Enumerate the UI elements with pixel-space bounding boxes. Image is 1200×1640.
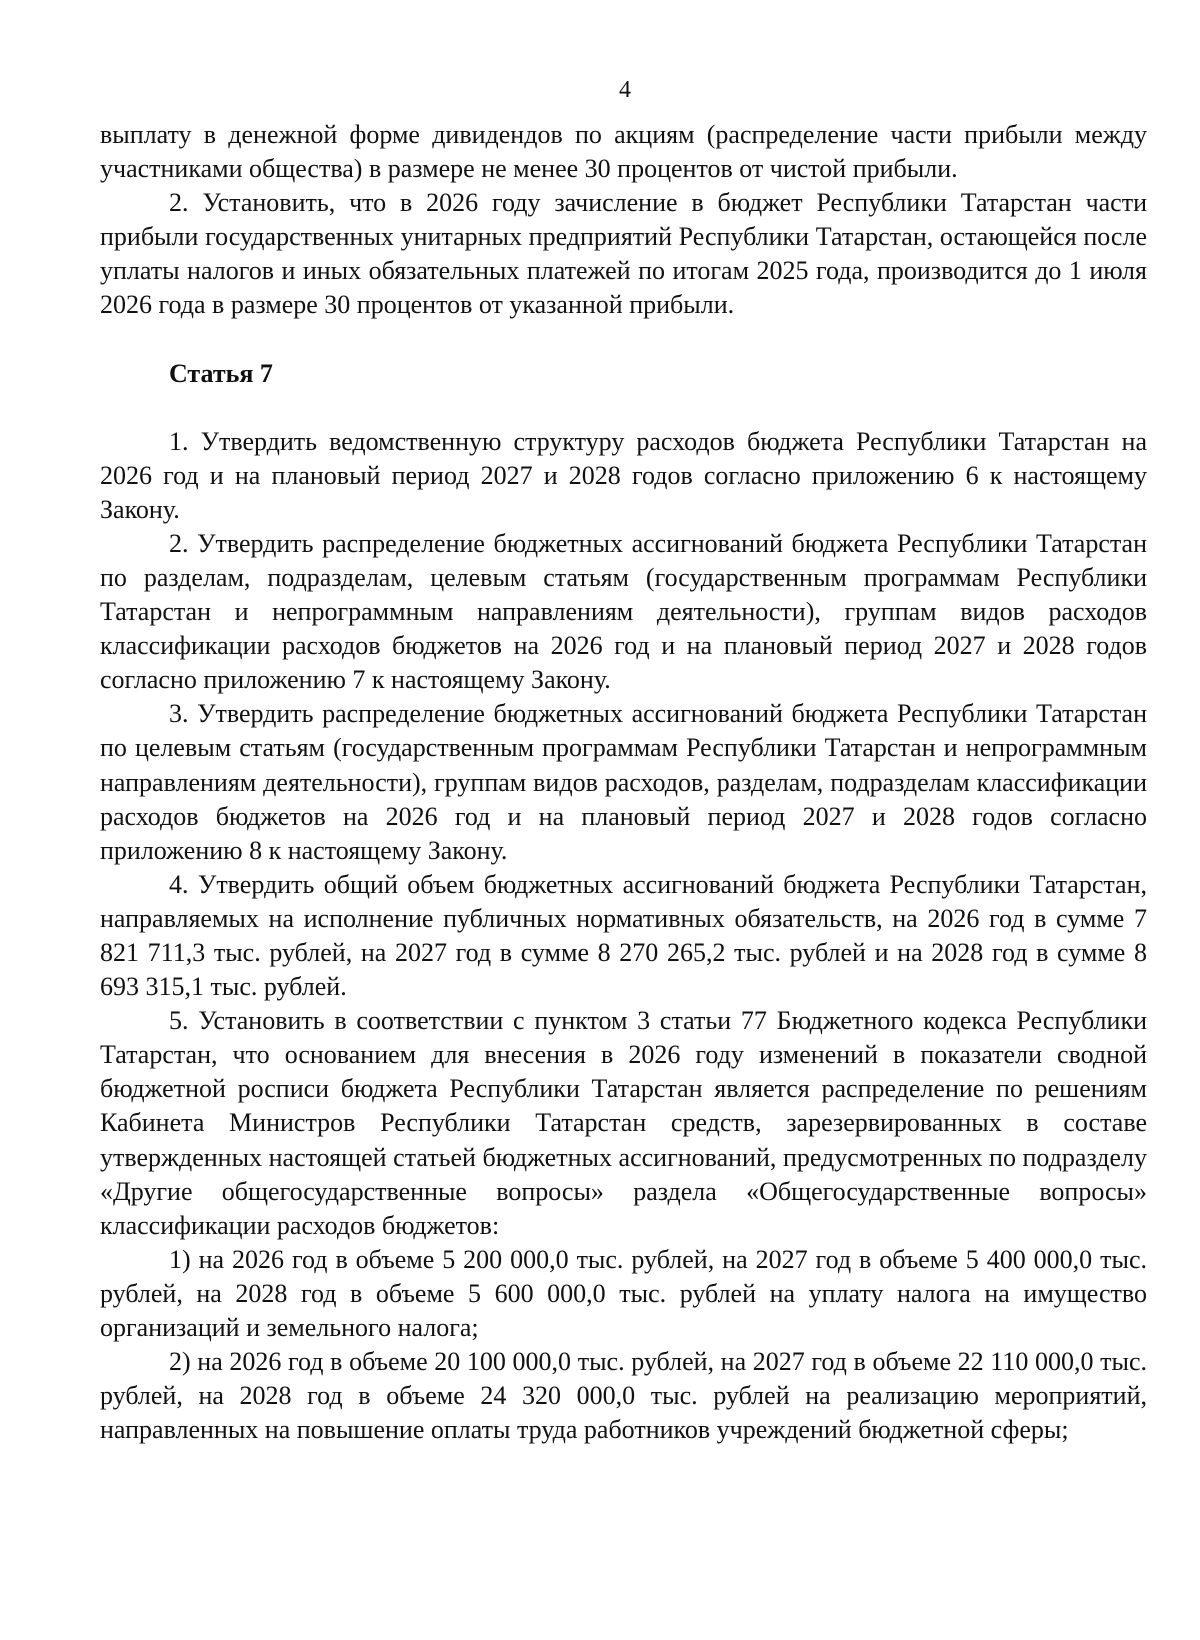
article7-paragraph-2: 2. Утвердить распределение бюджетных ассигнований бюджета Республики Татарстан по разделам, подразделам, целевым статьям (государственным программам Республики Татарстан и непрограммным направлениям деятельности), группам видов расходов классификации расходов бюджетов на 2026 год и на плановый период 2027 и 2028 годов согласно приложению 7 к настоящему Закону. (100, 528, 1147, 695)
article6-paragraph-continuation: выплату в денежной форме дивидендов по акциям (распределение части прибыли между участниками общества) в размере не менее 30 процентов от чистой прибыли. (100, 120, 1147, 184)
article7-paragraph-1: 1. Утвердить ведомственную структуру расходов бюджета Республики Татарстан на 2026 год и на плановый период 2027 и 2028 годов согласно приложению 6 к настоящему Закону. (100, 426, 1147, 524)
article7-subitem-1: 1) на 2026 год в объеме 5 200 000,0 тыс. рублей, на 2027 год в объеме 5 400 000,0 тыс. рублей, на 2028 год в объеме 5 600 000,0 тыс. рублей на уплату налога на имущество организаций и земельного налога; (100, 1244, 1147, 1342)
page-number: 4 (619, 77, 631, 103)
article7-subitem-2: 2) на 2026 год в объеме 20 100 000,0 тыс. рублей, на 2027 год в объеме 22 110 000,0 тыс. рублей, на 2028 год в объеме 24 320 000,0 тыс. рублей на реализацию мероприятий, направленных на повышение оплаты труда работников учреждений бюджетной сферы; (100, 1347, 1147, 1445)
article7-paragraph-3: 3. Утвердить распределение бюджетных ассигнований бюджета Республики Татарстан по целевым статьям (государственным программам Республики Татарстан и непрограммным направлениям деятельности), группам видов расходов, разделам, подразделам классификации расходов бюджетов на 2026 год и на плановый период 2027 и 2028 годов согласно приложению 8 к настоящему Закону. (100, 699, 1147, 865)
article7-paragraph-4: 4. Утвердить общий объем бюджетных ассигнований бюджета Республики Татарстан, направляемых на исполнение публичных нормативных обязательств, на 2026 год в сумме 7 821 711,3 тыс. рублей, на 2027 год в сумме 8 270 265,2 тыс. рублей и на 2028 год в сумме 8 693 315,1 тыс. рублей. (100, 869, 1147, 1002)
document-body (100, 118, 1147, 1447)
article7-paragraph-5: 5. Установить в соответствии с пунктом 3 статьи 77 Бюджетного кодекса Республики Татарстан, что основанием для внесения в 2026 году изменений в показатели сводной бюджетной росписи бюджета Республики Татарстан является распределение по решениям Кабинета Министров Республики Татарстан средств, зарезервированных в составе утвержденных настоящей статьей бюджетных ассигнований, предусмотренных по подразделу «Другие общегосударственные вопросы» раздела «Общегосударственные вопросы» классификации расходов бюджетов: (100, 1006, 1147, 1240)
article6-paragraph-2: 2. Установить, что в 2026 году зачисление в бюджет Республики Татарстан части прибыли государственных унитарных предприятий Республики Татарстан, остающейся после уплаты налогов и иных обязательных платежей по итогам 2025 года, производится до 1 июля 2026 года в размере 30 процентов от указанной прибыли. (100, 188, 1147, 320)
article7-heading: Статья 7 (169, 358, 273, 388)
spacer (100, 323, 1147, 357)
spacer (100, 391, 1147, 425)
